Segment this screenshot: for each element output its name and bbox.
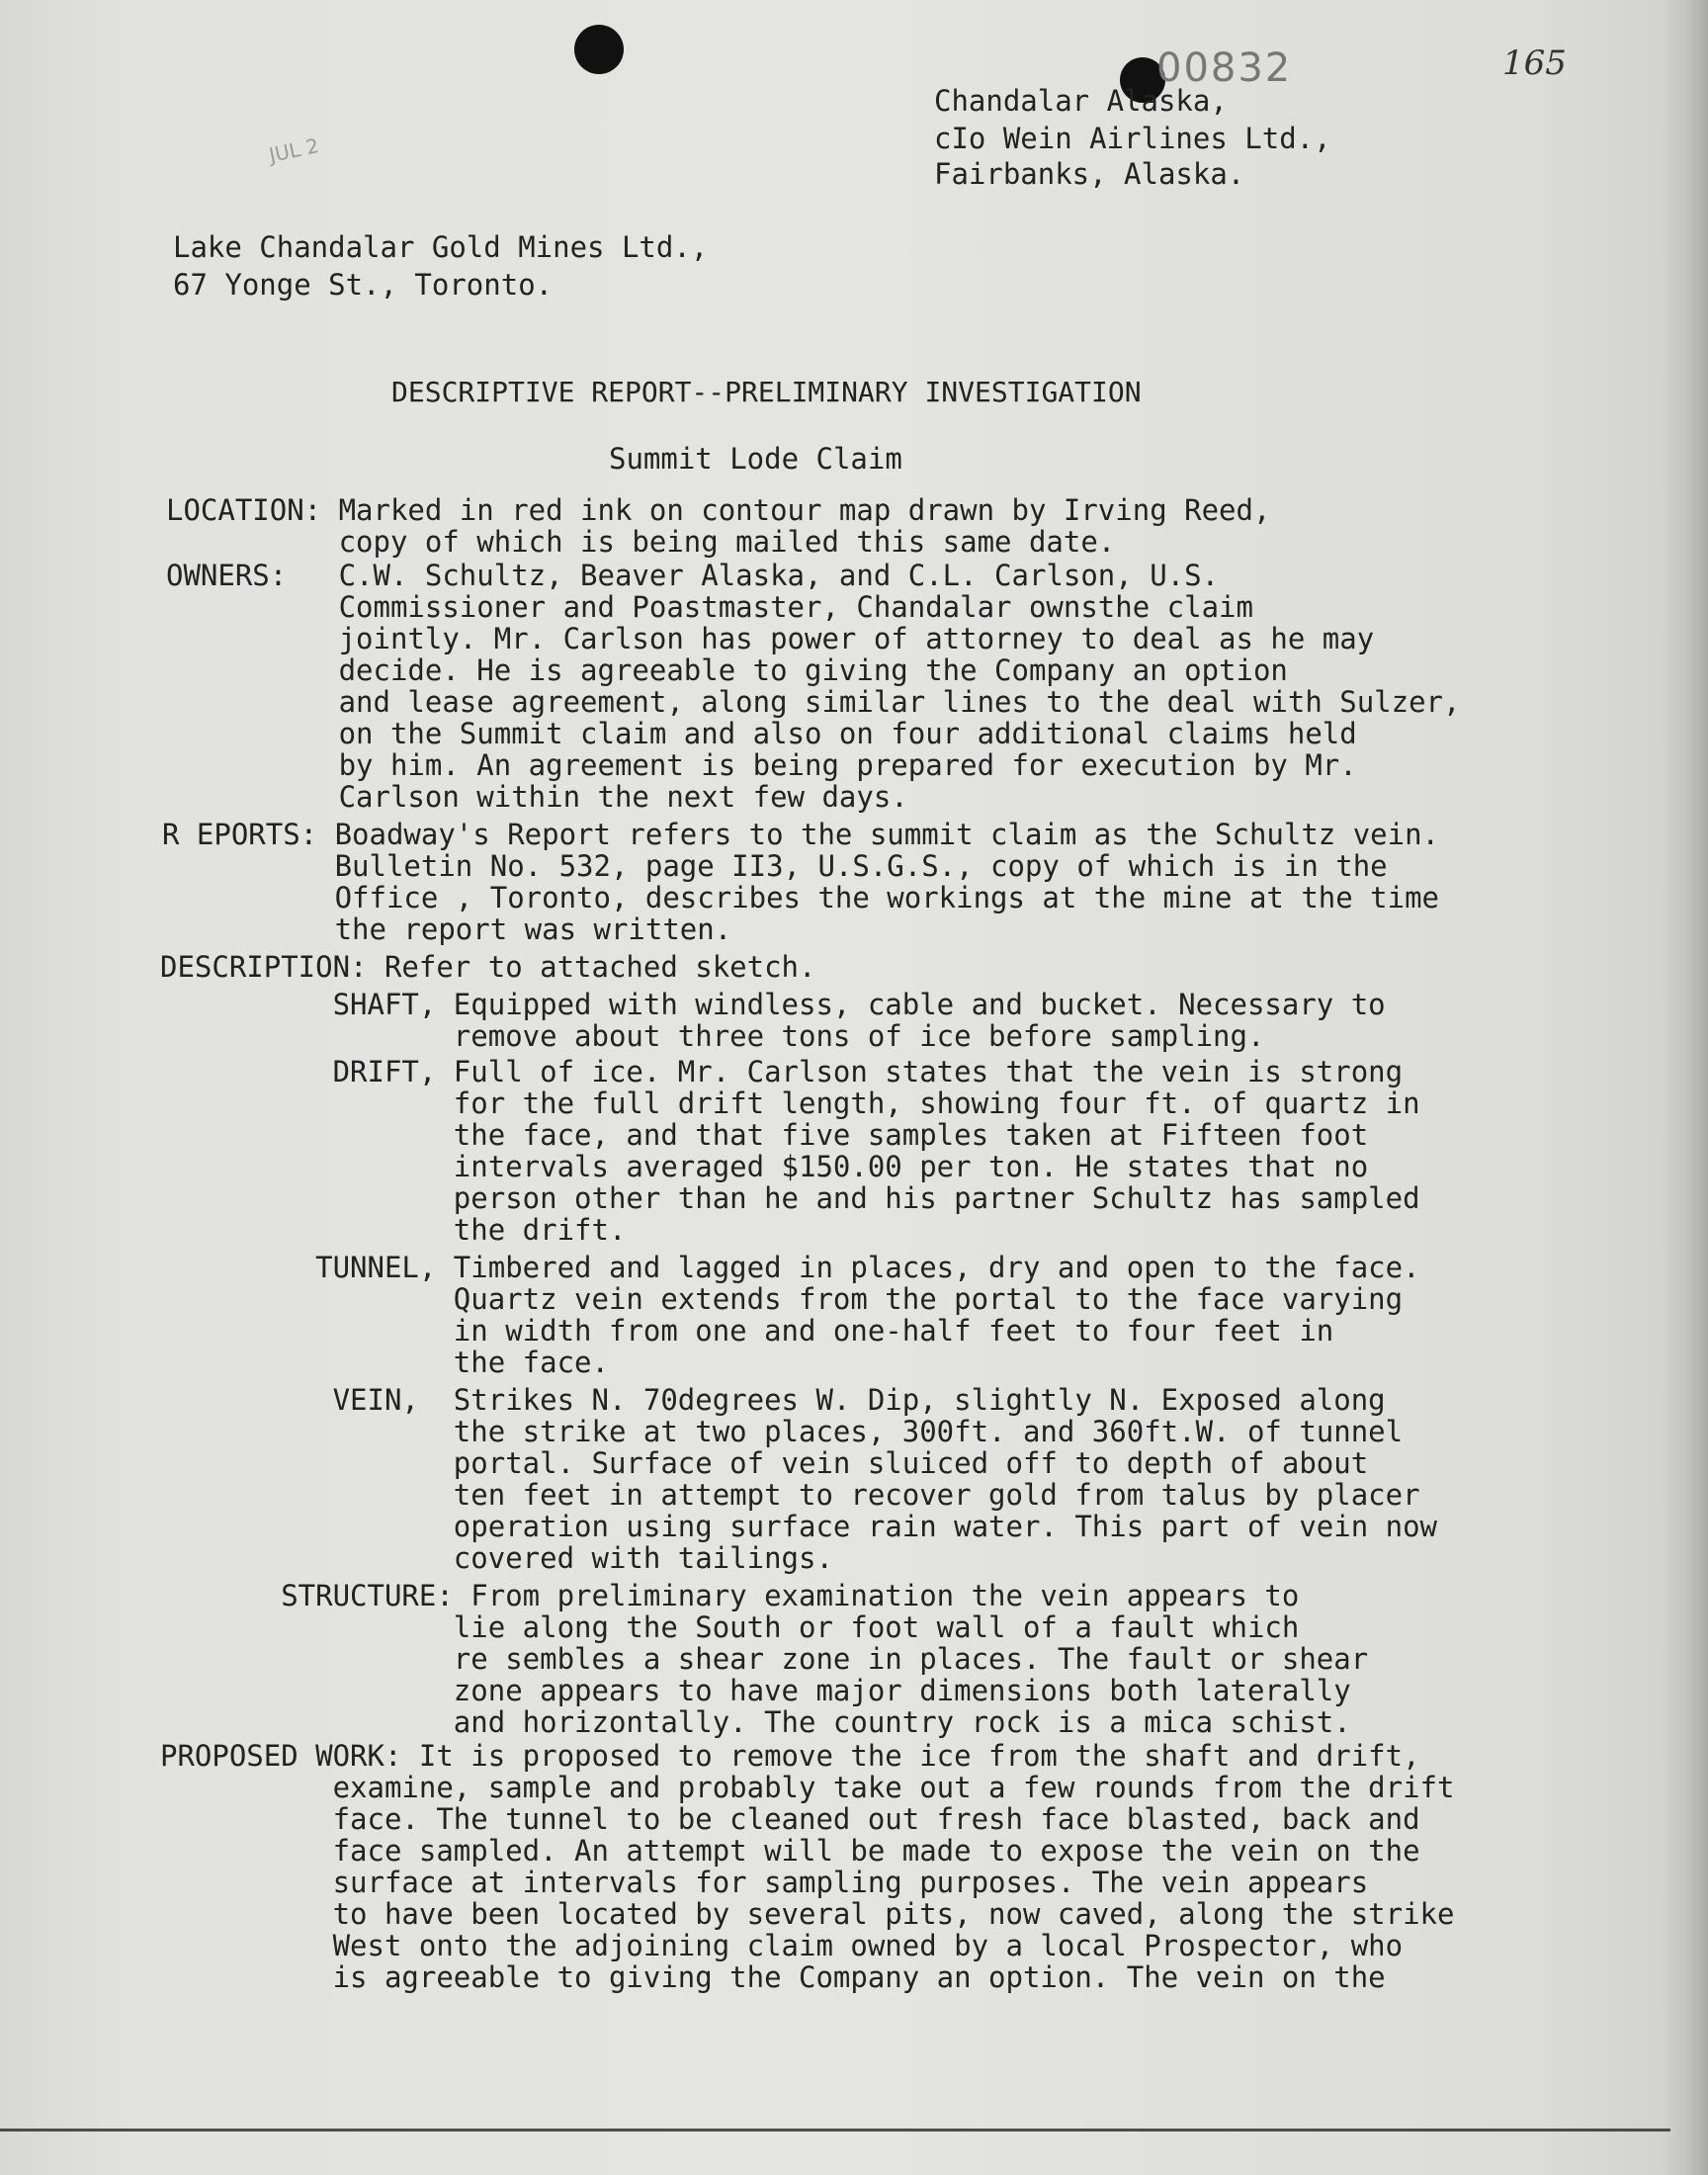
body-line: jointly. Mr. Carlson has power of attorney to deal as he may [166,622,1375,655]
body-line: copy of which is being mailed this same date. [166,525,1116,559]
date-stamp: JUL 2 [267,132,321,168]
body-line: OWNERS: C.W. Schultz, Beaver Alaska, and C.L. Carlson, U.S. [166,559,1220,592]
body-line: covered with tailings. [160,1541,833,1575]
body-line: to have been located by several pits, now caved, along the strike [160,1897,1455,1931]
punch-hole-mark [574,25,624,74]
body-line: Office , Toronto, describes the workings at the mine at the time [162,881,1440,914]
body-line: PROPOSED WORK: It is proposed to remove the ice from the shaft and drift, [160,1739,1420,1773]
recipient-line: 67 Yonge St., Toronto. [173,268,554,302]
body-line: decide. He is agreeable to giving the Company an option [166,653,1288,687]
body-line: Bulletin No. 532, page II3, U.S.G.S., copy of which is in the [162,849,1388,883]
body-line: lie along the South or foot wall of a fault which [160,1610,1300,1644]
page-number: 165 [1502,44,1567,83]
body-line: and lease agreement, along similar lines to the deal with Sulzer, [166,685,1461,719]
body-line: the report was written. [162,913,732,946]
body-line: intervals averaged $150.00 per ton. He states that no [160,1150,1369,1183]
body-line: on the Summit claim and also on four additional claims held [166,717,1357,750]
sender-address-line: Fairbanks, Alaska. [934,157,1245,191]
body-line: Commissioner and Poastmaster, Chandalar ownsthe claim [166,590,1253,624]
body-line: person other than he and his partner Schultz has sampled [160,1181,1420,1215]
body-line: in width from one and one-half feet to four feet in [160,1314,1334,1348]
body-line: operation using surface rain water. This part of vein now [160,1510,1438,1543]
body-line: face. The tunnel to be cleaned out fresh face blasted, back and [160,1802,1420,1836]
page-shadow-edge [1663,0,1708,2175]
body-line: portal. Surface of vein sluiced off to depth of about [160,1446,1369,1480]
body-line: R EPORTS: Boadway's Report refers to the summit claim as the Schultz vein. [162,818,1440,851]
body-line: remove about three tons of ice before sampling. [160,1019,1265,1053]
body-line: for the full drift length, showing four ft. of quartz in [160,1087,1420,1120]
body-line: examine, sample and probably take out a few rounds from the drift [160,1771,1455,1804]
body-line: the drift. [160,1213,627,1247]
body-line: DRIFT, Full of ice. Mr. Carlson states that the vein is strong [160,1055,1404,1088]
body-line: is agreeable to giving the Company an option. The vein on the [160,1960,1386,1994]
body-line: surface at intervals for sampling purposes. The vein appears [160,1866,1369,1899]
body-line: face sampled. An attempt will be made to expose the vein on the [160,1834,1420,1868]
body-line: the strike at two places, 300ft. and 360ft.W. of tunnel [160,1415,1404,1448]
body-line: LOCATION: Marked in red ink on contour map drawn by Irving Reed, [166,493,1271,527]
report-subtitle: Summit Lode Claim [609,442,902,476]
body-line: ten feet in attempt to recover gold from talus by placer [160,1478,1420,1512]
body-line: the face, and that five samples taken at Fifteen foot [160,1118,1369,1152]
body-line: DESCRIPTION: Refer to attached sketch. [160,950,816,984]
scan-edge-line [0,2129,1670,2132]
body-line: VEIN, Strikes N. 70degrees W. Dip, slightly N. Exposed along [160,1383,1386,1417]
sender-address-line: cIo Wein Airlines Ltd., [934,122,1331,155]
body-line: by him. An agreement is being prepared for execution by Mr. [166,748,1357,782]
sender-address-line: Chandalar Alaska, [934,84,1228,118]
body-line: SHAFT, Equipped with windless, cable and bucket. Necessary to [160,988,1386,1021]
body-line: Carlson within the next few days. [166,780,908,814]
body-line: Quartz vein extends from the portal to the face varying [160,1282,1404,1316]
report-title: DESCRIPTIVE REPORT--PRELIMINARY INVESTIGATION [391,376,1142,408]
body-line: and horizontally. The country rock is a mica schist. [160,1705,1351,1739]
document-number: 00832 [1156,45,1293,91]
body-line: re sembles a shear zone in places. The fault or shear [160,1642,1369,1676]
body-line: TUNNEL, Timbered and lagged in places, dry and open to the face. [160,1251,1420,1284]
body-line: the face. [160,1346,609,1379]
body-line: zone appears to have major dimensions both laterally [160,1674,1351,1707]
body-line: West onto the adjoining claim owned by a local Prospector, who [160,1929,1404,1962]
recipient-line: Lake Chandalar Gold Mines Ltd., [173,230,709,264]
body-line: STRUCTURE: From preliminary examination the vein appears to [160,1579,1300,1612]
